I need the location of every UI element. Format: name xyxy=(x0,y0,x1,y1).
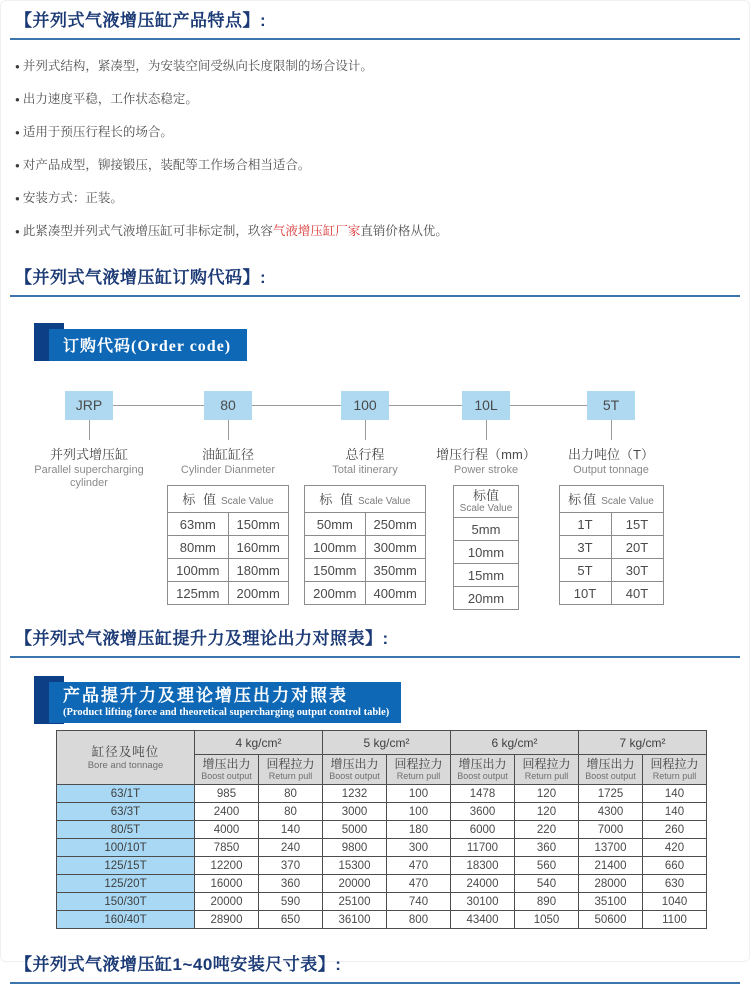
bullet-icon: ● xyxy=(15,161,20,170)
return-pull-header xyxy=(515,755,579,785)
force-value-cell: 540 xyxy=(515,875,579,893)
column-label-en: Cylinder Dianmeter xyxy=(180,464,276,476)
force-table-heading: 【并列式气液增压缸提升力及理论出力对照表】: xyxy=(15,629,389,648)
corner-header-cn: 缸径及吨位 xyxy=(91,744,160,759)
force-value-cell: 120 xyxy=(515,803,579,821)
scale-row xyxy=(453,541,519,564)
column-label-cn: 并列式增压缸 xyxy=(49,447,128,462)
force-value-cell: 180 xyxy=(387,821,451,839)
sub-header-cn: 回程拉力 xyxy=(266,757,315,771)
column-label-en: Total itinerary xyxy=(332,464,398,476)
sub-header-en: Boost output xyxy=(201,771,252,781)
scale-row xyxy=(305,513,426,536)
force-value-cell: 36100 xyxy=(323,911,387,929)
scale-table-header xyxy=(168,486,289,513)
feature-item xyxy=(15,126,749,139)
scale-row xyxy=(559,559,663,582)
sub-header-en: Boost output xyxy=(585,771,636,781)
sub-header-en: Return pull xyxy=(524,771,569,781)
order-code-banner xyxy=(34,325,749,361)
force-value-cell: 650 xyxy=(259,911,323,929)
scale-cell: 400mm xyxy=(365,582,425,605)
feature-item xyxy=(15,93,749,106)
column-label-cn: 增压行程（mm） xyxy=(436,447,536,462)
force-value-cell: 80 xyxy=(259,785,323,803)
force-value-cell: 660 xyxy=(643,857,707,875)
feature-text: 出力速度平稳，工作状态稳定。 xyxy=(22,92,198,106)
feature-text: 并列式结构，紧凑型，为安装空间受纵向长度限制的场合设计。 xyxy=(22,59,373,73)
sub-header-en: Boost output xyxy=(457,771,508,781)
bullet-icon: ● xyxy=(15,95,20,104)
scale-cell: 300mm xyxy=(365,536,425,559)
force-table-row xyxy=(57,911,707,929)
scale-cell: 160mm xyxy=(228,536,288,559)
force-value-cell: 30100 xyxy=(451,893,515,911)
force-value-cell: 9800 xyxy=(323,839,387,857)
force-value-cell: 3000 xyxy=(323,803,387,821)
force-value-cell: 43400 xyxy=(451,911,515,929)
scale-cell: 15mm xyxy=(453,564,519,587)
scale-cell: 30T xyxy=(611,559,663,582)
leader-line xyxy=(486,420,487,440)
scale-header-en: Scale Value xyxy=(601,496,654,507)
scale-row xyxy=(305,559,426,582)
force-value-cell: 100 xyxy=(387,803,451,821)
feature-item xyxy=(15,159,749,172)
bullet-icon: ● xyxy=(15,227,20,236)
scale-row xyxy=(168,536,289,559)
banner-title-en: (Product lifting force and theoretical supercharging output control table) xyxy=(63,707,390,718)
pressure-group-header: 7 kg/cm² xyxy=(579,731,707,755)
boost-output-header xyxy=(451,755,515,785)
scale-cell: 80mm xyxy=(168,536,228,559)
scale-cell: 100mm xyxy=(305,536,365,559)
column-label-en: Output tonnage xyxy=(573,464,649,476)
scale-cell: 150mm xyxy=(228,513,288,536)
scale-cell: 125mm xyxy=(168,582,228,605)
scale-header-en: Scale Value xyxy=(357,496,411,507)
scale-cell: 200mm xyxy=(228,582,288,605)
scale-table-tonnage xyxy=(559,485,664,605)
force-value-cell: 470 xyxy=(387,875,451,893)
sub-header-en: Boost output xyxy=(329,771,380,781)
manufacturer-link[interactable]: 气液增压缸厂家 xyxy=(272,224,361,238)
order-code-column-bore xyxy=(163,391,293,605)
force-value-cell: 560 xyxy=(515,857,579,875)
order-code-column-series xyxy=(14,391,164,490)
pressure-group-header: 6 kg/cm² xyxy=(451,731,579,755)
force-value-cell: 80 xyxy=(259,803,323,821)
force-value-cell: 360 xyxy=(515,839,579,857)
scale-header-cn: 标 值 xyxy=(319,492,355,507)
scale-row xyxy=(559,536,663,559)
force-value-cell: 20000 xyxy=(323,875,387,893)
force-value-cell: 12200 xyxy=(195,857,259,875)
code-box-tonnage: 5T xyxy=(587,391,635,420)
force-value-cell: 1050 xyxy=(515,911,579,929)
force-value-cell: 28000 xyxy=(579,875,643,893)
dimension-table-heading: 【并列式气液增压缸1~40吨安装尺寸表】: xyxy=(15,955,342,974)
scale-cell: 40T xyxy=(611,582,663,605)
bore-tonnage-label: 150/30T xyxy=(57,893,195,911)
scale-table-power-stroke xyxy=(453,485,520,610)
boost-output-header xyxy=(579,755,643,785)
code-box-series: JRP xyxy=(65,391,113,420)
force-table-row xyxy=(57,857,707,875)
scale-header-cn: 标值 xyxy=(568,492,599,507)
feature-item xyxy=(15,225,749,238)
scale-row xyxy=(168,559,289,582)
scale-row xyxy=(305,582,426,605)
sub-header-cn: 回程拉力 xyxy=(394,757,443,771)
force-value-cell: 2400 xyxy=(195,803,259,821)
sub-header-en: Return pull xyxy=(652,771,697,781)
code-box-stroke: 100 xyxy=(341,391,389,420)
force-table-row xyxy=(57,875,707,893)
scale-cell: 150mm xyxy=(305,559,365,582)
scale-cell: 15T xyxy=(611,513,663,536)
feature-item xyxy=(15,60,749,73)
divider xyxy=(10,656,740,658)
force-value-cell: 1725 xyxy=(579,785,643,803)
feature-text: 安装方式：正装。 xyxy=(22,191,123,205)
scale-row xyxy=(305,536,426,559)
scale-cell: 10T xyxy=(559,582,611,605)
bore-tonnage-label: 80/5T xyxy=(57,821,195,839)
force-value-cell: 20000 xyxy=(195,893,259,911)
feature-item xyxy=(15,192,749,205)
scale-cell: 63mm xyxy=(168,513,228,536)
force-value-cell: 7850 xyxy=(195,839,259,857)
scale-table-header xyxy=(305,486,426,513)
force-value-cell: 7000 xyxy=(579,821,643,839)
force-value-cell: 120 xyxy=(515,785,579,803)
force-value-cell: 220 xyxy=(515,821,579,839)
sub-header-cn: 回程拉力 xyxy=(522,757,571,771)
force-value-cell: 3600 xyxy=(451,803,515,821)
force-value-cell: 16000 xyxy=(195,875,259,893)
return-pull-header xyxy=(643,755,707,785)
force-value-cell: 24000 xyxy=(451,875,515,893)
scale-cell: 20mm xyxy=(453,587,519,610)
feature-text: 适用于预压行程长的场合。 xyxy=(22,125,173,139)
force-value-cell: 1040 xyxy=(643,893,707,911)
force-value-cell: 140 xyxy=(643,803,707,821)
leader-line xyxy=(228,420,229,440)
force-table-banner xyxy=(34,678,749,722)
force-value-cell: 5000 xyxy=(323,821,387,839)
column-label-cn: 总行程 xyxy=(345,447,385,462)
force-value-cell: 740 xyxy=(387,893,451,911)
scale-row xyxy=(453,518,519,541)
scale-cell: 5T xyxy=(559,559,611,582)
force-value-cell: 4000 xyxy=(195,821,259,839)
leader-line xyxy=(611,420,612,440)
banner-title-cn: 产品提升力及理论增压出力对照表 xyxy=(63,686,348,705)
force-value-cell: 800 xyxy=(387,911,451,929)
order-code-column-tonnage xyxy=(546,391,676,605)
pressure-group-header: 5 kg/cm² xyxy=(323,731,451,755)
divider xyxy=(10,295,740,297)
force-value-cell: 6000 xyxy=(451,821,515,839)
force-value-cell: 370 xyxy=(259,857,323,875)
force-value-cell: 50600 xyxy=(579,911,643,929)
scale-table-bore xyxy=(167,485,289,605)
scale-cell: 1T xyxy=(559,513,611,536)
boost-output-header xyxy=(323,755,387,785)
bore-tonnage-label: 125/15T xyxy=(57,857,195,875)
column-label-cn: 出力吨位（T） xyxy=(568,447,654,462)
scale-cell: 10mm xyxy=(453,541,519,564)
column-label-en: Power stroke xyxy=(453,464,519,476)
force-value-cell: 420 xyxy=(643,839,707,857)
sub-header-cn: 增压出力 xyxy=(458,757,507,771)
return-pull-header xyxy=(387,755,451,785)
return-pull-header xyxy=(259,755,323,785)
force-value-cell: 890 xyxy=(515,893,579,911)
force-value-cell: 300 xyxy=(387,839,451,857)
feature-list xyxy=(15,60,749,238)
bore-tonnage-label: 63/1T xyxy=(57,785,195,803)
order-code-banner-label: 订购代码(Order code) xyxy=(49,329,247,361)
boost-output-header xyxy=(195,755,259,785)
force-value-cell: 100 xyxy=(387,785,451,803)
leader-line xyxy=(89,420,90,440)
corner-header xyxy=(57,731,195,785)
sub-header-cn: 增压出力 xyxy=(330,757,379,771)
scale-cell: 200mm xyxy=(305,582,365,605)
order-code-heading: 【并列式气液增压缸订购代码】: xyxy=(15,268,267,287)
bullet-icon: ● xyxy=(15,128,20,137)
corner-header-en: Bore and tonnage xyxy=(87,759,164,771)
force-table-row xyxy=(57,785,707,803)
scale-table-header xyxy=(453,486,519,518)
code-box-power-stroke: 10L xyxy=(462,391,510,420)
scale-row xyxy=(453,564,519,587)
pressure-group-header: 4 kg/cm² xyxy=(195,731,323,755)
bore-tonnage-label: 125/20T xyxy=(57,875,195,893)
scale-table-header xyxy=(559,486,663,513)
force-value-cell: 4300 xyxy=(579,803,643,821)
order-code-column-stroke xyxy=(305,391,425,605)
scale-row xyxy=(168,582,289,605)
column-label-en: Parallel supercharging cylinder xyxy=(34,464,144,489)
force-value-cell: 18300 xyxy=(451,857,515,875)
scale-header-en: Scale Value xyxy=(459,503,513,514)
scale-cell: 50mm xyxy=(305,513,365,536)
scale-cell: 5mm xyxy=(453,518,519,541)
column-label-cn: 油缸缸径 xyxy=(201,447,254,462)
scale-cell: 350mm xyxy=(365,559,425,582)
features-heading: 【并列式气液增压缸产品特点】: xyxy=(15,11,267,30)
force-table-row xyxy=(57,839,707,857)
force-value-cell: 1232 xyxy=(323,785,387,803)
bore-tonnage-label: 160/40T xyxy=(57,911,195,929)
scale-header-cn: 标 值 xyxy=(182,492,218,507)
scale-header-en: Scale Value xyxy=(220,496,274,507)
scale-row xyxy=(453,587,519,610)
scale-cell: 250mm xyxy=(365,513,425,536)
scale-cell: 20T xyxy=(611,536,663,559)
feature-text: 此紧凑型并列式气液增压缸可非标定制，玖容 xyxy=(22,224,273,238)
force-value-cell: 21400 xyxy=(579,857,643,875)
force-value-cell: 15300 xyxy=(323,857,387,875)
order-code-column-power-stroke xyxy=(431,391,541,610)
force-value-cell: 630 xyxy=(643,875,707,893)
leader-line xyxy=(365,420,366,440)
force-output-table xyxy=(56,730,707,929)
scale-cell: 180mm xyxy=(228,559,288,582)
force-value-cell: 1100 xyxy=(643,911,707,929)
force-value-cell: 590 xyxy=(259,893,323,911)
force-value-cell: 35100 xyxy=(579,893,643,911)
order-code-diagram xyxy=(1,391,749,606)
feature-text: 直销价格从优。 xyxy=(360,224,448,238)
force-value-cell: 13700 xyxy=(579,839,643,857)
scale-row xyxy=(559,582,663,605)
force-table-row xyxy=(57,821,707,839)
bore-tonnage-label: 63/3T xyxy=(57,803,195,821)
sub-header-cn: 回程拉力 xyxy=(650,757,699,771)
bullet-icon: ● xyxy=(15,194,20,203)
force-value-cell: 140 xyxy=(259,821,323,839)
bullet-icon: ● xyxy=(15,62,20,71)
force-value-cell: 140 xyxy=(643,785,707,803)
force-value-cell: 470 xyxy=(387,857,451,875)
force-value-cell: 240 xyxy=(259,839,323,857)
force-value-cell: 260 xyxy=(643,821,707,839)
force-value-cell: 1478 xyxy=(451,785,515,803)
force-table-banner-label xyxy=(49,682,401,723)
force-value-cell: 360 xyxy=(259,875,323,893)
scale-table-stroke xyxy=(304,485,426,605)
force-value-cell: 28900 xyxy=(195,911,259,929)
scale-row xyxy=(168,513,289,536)
feature-text: 对产品成型，铆接锻压，装配等工作场合相当适合。 xyxy=(22,158,311,172)
sub-header-en: Return pull xyxy=(396,771,441,781)
force-value-cell: 11700 xyxy=(451,839,515,857)
force-value-cell: 985 xyxy=(195,785,259,803)
sub-header-en: Return pull xyxy=(268,771,313,781)
force-value-cell: 25100 xyxy=(323,893,387,911)
scale-header-cn: 标值 xyxy=(472,488,499,503)
scale-row xyxy=(559,513,663,536)
scale-cell: 3T xyxy=(559,536,611,559)
force-table-row xyxy=(57,893,707,911)
sub-header-cn: 增压出力 xyxy=(202,757,251,771)
code-box-bore: 80 xyxy=(204,391,252,420)
bore-tonnage-label: 100/10T xyxy=(57,839,195,857)
force-table-row xyxy=(57,803,707,821)
divider xyxy=(10,38,740,40)
sub-header-cn: 增压出力 xyxy=(586,757,635,771)
scale-cell: 100mm xyxy=(168,559,228,582)
